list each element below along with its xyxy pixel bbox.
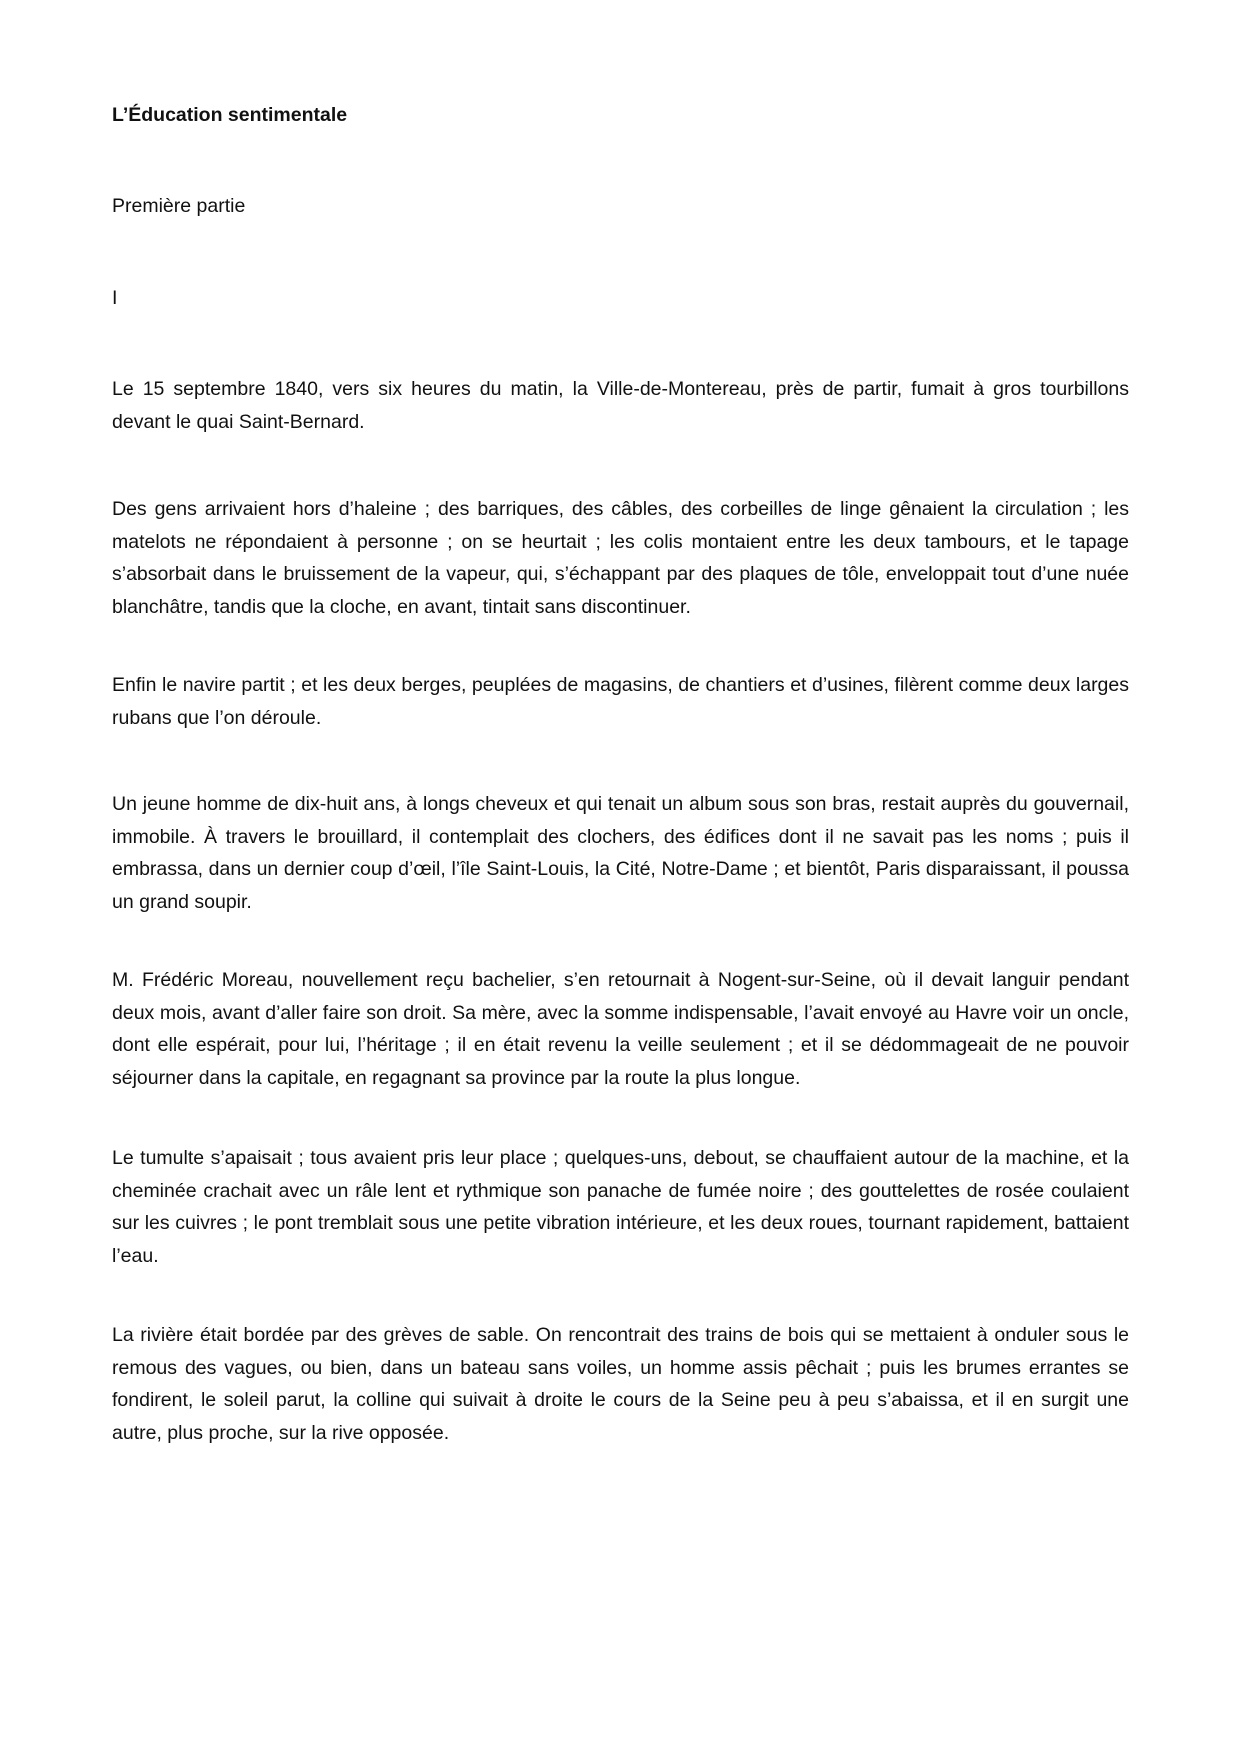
paragraph: Des gens arrivaient hors d’haleine ; des barriques, des câbles, des corbeilles de linge gênaient la circulation ; les matelots ne répondaient à personne ; on se heurtait ; les colis montaient entre les deux tambours, et le tapage s’absorbait dans le bruissement de la vapeur, qui, s’échappant par des plaques de tôle, enveloppait tout d’une nuée blanchâtre, tandis que la cloche, en avant, tintait sans discontinuer. bbox=[112, 498, 1129, 618]
chapter-heading: I bbox=[112, 287, 118, 309]
paragraph: Le 15 septembre 1840, vers six heures du matin, la Ville-de-Montereau, près de partir, fumait à gros tourbillons devant le quai Saint-Bernard. bbox=[112, 378, 1129, 433]
paragraph: Le tumulte s’apaisait ; tous avaient pris leur place ; quelques-uns, debout, se chauffaient autour de la machine, et la cheminée crachait avec un râle lent et rythmique son panache de fumée noire ; des gouttelettes de rosée coulaient sur les cuivres ; le pont tremblait sous une petite vibration intérieure, et les deux roues, tournant rapidement, battaient l’eau. bbox=[112, 1147, 1129, 1267]
book-title: L’Éducation sentimentale bbox=[112, 104, 348, 126]
paragraph: Un jeune homme de dix-huit ans, à longs cheveux et qui tenait un album sous son bras, restait auprès du gouvernail, immobile. À travers le brouillard, il contemplait des clochers, des édifices dont il ne savait pas les noms ; puis il embrassa, dans un dernier coup d’œil, l’île Saint-Louis, la Cité, Notre-Dame ; et bientôt, Paris disparaissant, il poussa un grand soupir. bbox=[112, 793, 1129, 913]
part-heading: Première partie bbox=[112, 195, 246, 217]
paragraph: La rivière était bordée par des grèves de sable. On rencontrait des trains de bois qui se mettaient à onduler sous le remous des vagues, ou bien, dans un bateau sans voiles, un homme assis pêchait ; puis les brumes errantes se fondirent, le soleil parut, la colline qui suivait à droite le cours de la Seine peu à peu s’abaissa, et il en surgit une autre, plus proche, sur la rive opposée. bbox=[112, 1324, 1129, 1444]
paragraph: Enfin le navire partit ; et les deux berges, peuplées de magasins, de chantiers et d’usines, filèrent comme deux larges rubans que l’on déroule. bbox=[112, 674, 1129, 729]
document-page bbox=[112, 0, 1129, 1755]
paragraph: M. Frédéric Moreau, nouvellement reçu bachelier, s’en retournait à Nogent-sur-Seine, où il devait languir pendant deux mois, avant d’aller faire son droit. Sa mère, avec la somme indispensable, l’avait envoyé au Havre voir un oncle, dont elle espérait, pour lui, l’héritage ; il en était revenu la veille seulement ; et il se dédommageait de ne pouvoir séjourner dans la capitale, en regagnant sa province par la route la plus longue. bbox=[112, 969, 1129, 1089]
